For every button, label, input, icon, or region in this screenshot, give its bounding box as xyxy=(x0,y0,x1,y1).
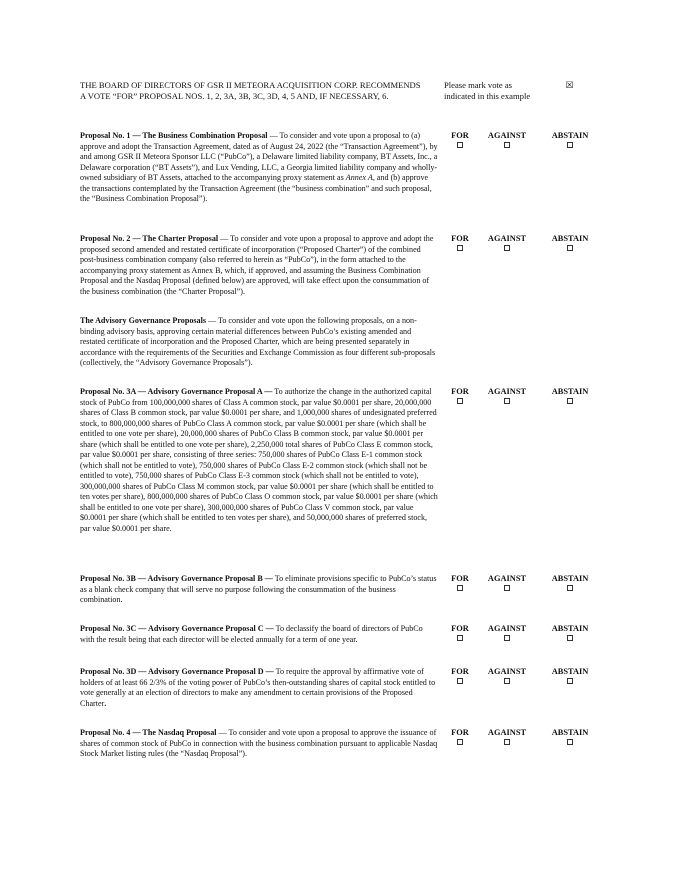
proposal-3a-against-checkbox[interactable] xyxy=(504,398,510,404)
proposal-3b-for-checkbox[interactable] xyxy=(457,585,463,591)
vote-abstain-label: ABSTAIN xyxy=(551,387,589,396)
proposal-3c-title: Proposal No. 3C — Advisory Governance Proposal C — xyxy=(80,624,274,633)
vote-for xyxy=(446,574,474,591)
proposal-4-text: — To consider and vote upon a proposal to approve the issuance of shares of common stock of PubCo in connection with the business combination pursuant to applicable Nasdaq Stock Market listing rules (the “Nasdaq Proposal”). xyxy=(80,728,438,758)
vote-for-label: FOR xyxy=(451,624,469,633)
proposal-3c-against-checkbox[interactable] xyxy=(504,635,510,641)
proposal-3b-votes xyxy=(440,574,600,598)
proposal-2-for-checkbox[interactable] xyxy=(457,245,463,251)
proposal-3d-period: . xyxy=(104,698,107,708)
proposal-2-votes xyxy=(440,234,600,258)
vote-for-label: FOR xyxy=(451,728,469,737)
proposal-2 xyxy=(80,234,438,297)
proposal-4-votes xyxy=(440,728,600,752)
vote-against-label: AGAINST xyxy=(487,667,527,676)
vote-against xyxy=(482,387,532,404)
vote-against-label: AGAINST xyxy=(487,624,527,633)
vote-for xyxy=(446,387,474,404)
proposal-3d xyxy=(80,667,438,709)
vote-abstain-label: ABSTAIN xyxy=(551,234,589,243)
advisory-governance-title: The Advisory Governance Proposals xyxy=(80,316,206,325)
proposal-1-for-checkbox[interactable] xyxy=(457,142,463,148)
vote-for-label: FOR xyxy=(451,131,469,140)
vote-against xyxy=(482,574,532,591)
vote-for xyxy=(446,667,474,684)
vote-for xyxy=(446,728,474,745)
example-checked-box-icon: ☒ xyxy=(565,80,574,90)
proposal-2-text: — To consider and vote upon a proposal to approve and adopt the proposed second amended and restated certificate of incorporation (“Proposed Charter”) of the combined post-business combination company (also referred to herein as “PubCo”), in the form attached to the accompanying proxy statement as Annex B, which, if approved, and assuming the Business Combination Proposal and the Nasdaq Proposal (defined below) are approved, will take effect upon the consummation of the business combination (the “Charter Proposal”). xyxy=(80,234,434,296)
advisory-governance-text: — To consider and vote upon the following proposals, on a non-binding advisory basis, approving certain material differences between PubCo’s existing amended and restated certificate of incorporation and the Proposed Charter, which are being presented separately in accordance with the requirements of the Securities and Exchange Commission as four different sub-proposals (collectively, the “Advisory Governance Proposals”). xyxy=(80,316,436,367)
proposal-4-for-checkbox[interactable] xyxy=(457,739,463,745)
proposal-3c-abstain-checkbox[interactable] xyxy=(567,635,573,641)
proposal-1-text: — To consider and vote upon a proposal to (a) approve and adopt the Transaction Agreement, dated as of August 24, 2022 (the “Transaction Agreement”), by and among GSR II Meteora Sponsor LLC (“PubCo”), a Delaware limited liability company, BT Assets, Inc., a Delaware corporation (“BT Assets”), and Lux Vending, LLC, a Georgia limited liability company and wholly-owned subsidiary of BT Assets, attached to the accompanying proxy statement as xyxy=(80,131,438,182)
vote-against-label: AGAINST xyxy=(487,131,527,140)
proposal-1-title: Proposal No. 1 — The Business Combination Proposal xyxy=(80,131,268,140)
proposal-3a-abstain-checkbox[interactable] xyxy=(567,398,573,404)
proposal-3d-abstain-checkbox[interactable] xyxy=(567,678,573,684)
vote-abstain-label: ABSTAIN xyxy=(551,131,589,140)
proposal-3b-against-checkbox[interactable] xyxy=(504,585,510,591)
proposal-1-abstain-checkbox[interactable] xyxy=(567,142,573,148)
vote-for-label: FOR xyxy=(451,234,469,243)
vote-abstain-label: ABSTAIN xyxy=(551,728,589,737)
proposal-3b xyxy=(80,574,438,606)
proposal-4 xyxy=(80,728,438,760)
vote-against xyxy=(482,131,532,148)
proposal-3b-abstain-checkbox[interactable] xyxy=(567,585,573,591)
proposal-3b-title: Proposal No. 3B — Advisory Governance Proposal B — xyxy=(80,574,273,583)
proposal-3d-against-checkbox[interactable] xyxy=(504,678,510,684)
mark-vote-instruction: Please mark vote as indicated in this example xyxy=(444,80,531,101)
proposal-3a-for-checkbox[interactable] xyxy=(457,398,463,404)
proposal-3d-votes xyxy=(440,667,600,691)
vote-abstain xyxy=(547,728,593,745)
vote-abstain-label: ABSTAIN xyxy=(551,624,589,633)
vote-for xyxy=(446,624,474,641)
proposal-1 xyxy=(80,131,438,205)
proposal-3d-title: Proposal No. 3D — Advisory Governance Proposal D — xyxy=(80,667,274,676)
proposal-4-against-checkbox[interactable] xyxy=(504,739,510,745)
proposal-1-text-end: , and (b) approve the transactions contemplated by the Transaction Agreement (the “business combination” and such proposal, the “Business Combination Proposal”). xyxy=(80,173,432,203)
proposal-4-abstain-checkbox[interactable] xyxy=(567,739,573,745)
proposal-3b-text: To eliminate provisions specific to PubCo’s status as a blank check company that will serve no purpose following the consummation of the business combination. xyxy=(80,574,437,604)
vote-abstain xyxy=(547,131,593,148)
proposal-3a-votes xyxy=(440,387,600,411)
proposal-2-title: Proposal No. 2 — The Charter Proposal xyxy=(80,234,219,243)
proposal-4-title: Proposal No. 4 — The Nasdaq Proposal xyxy=(80,728,217,737)
vote-against-label: AGAINST xyxy=(487,574,527,583)
proposal-2-abstain-checkbox[interactable] xyxy=(567,245,573,251)
proposal-3c-for-checkbox[interactable] xyxy=(457,635,463,641)
vote-for-label: FOR xyxy=(451,667,469,676)
vote-abstain xyxy=(547,234,593,251)
vote-against xyxy=(482,234,532,251)
vote-for-label: FOR xyxy=(451,574,469,583)
proposal-1-votes xyxy=(440,131,600,155)
vote-abstain-label: ABSTAIN xyxy=(551,667,589,676)
proposal-1-against-checkbox[interactable] xyxy=(504,142,510,148)
vote-against xyxy=(482,624,532,641)
vote-abstain xyxy=(547,667,593,684)
vote-abstain xyxy=(547,624,593,641)
proposal-3a-title: Proposal No. 3A — Advisory Governance Proposal A — xyxy=(80,387,273,396)
vote-for xyxy=(446,234,474,251)
vote-against-label: AGAINST xyxy=(487,728,527,737)
proposal-3c-text: To declassify the board of directors of PubCo with the result being that each director will be elected annually for a term of one year. xyxy=(80,624,423,644)
proposal-3d-text: To require the approval by affirmative vote of holders of at least 66 2/3% of the voting power of PubCo’s then-outstanding shares of capital stock entitled to vote generally at an election of directors to make any amendment to certain provisions of the Proposed Charter xyxy=(80,667,436,708)
proposal-3c-votes xyxy=(440,624,600,648)
vote-against-label: AGAINST xyxy=(487,234,527,243)
vote-for xyxy=(446,131,474,148)
proposal-3a xyxy=(80,387,438,534)
vote-against xyxy=(482,667,532,684)
proposal-2-against-checkbox[interactable] xyxy=(504,245,510,251)
proposal-3c xyxy=(80,624,438,645)
proposal-1-annex: Annex A xyxy=(345,173,373,182)
vote-abstain xyxy=(547,574,593,591)
vote-abstain-label: ABSTAIN xyxy=(551,574,589,583)
advisory-governance-intro xyxy=(80,316,438,369)
vote-for-label: FOR xyxy=(451,387,469,396)
vote-against-label: AGAINST xyxy=(487,387,527,396)
vote-abstain xyxy=(547,387,593,404)
proposal-3d-for-checkbox[interactable] xyxy=(457,678,463,684)
vote-against xyxy=(482,728,532,745)
proposal-3a-text: To authorize the change in the authorized capital stock of PubCo from 100,000,000 shares of Class A common stock, par value $0.0001 per share, 20,000,000 shares of Class B common stock, par value $0.0001 per share, and 1,000,000 shares of undesignated preferred stock, to 800,000,000 shares of PubCo Class A common stock, par value $0.0001 per share (which shall be entitled to one vote per share), 20,000,000 shares of PubCo Class B common stock, par value $0.0001 per share (which shall be entitled to one vote per share), 2,250,000 total shares of PubCo Class E common stock, par value $0.0001 per share, consisting of three series: 750,000 shares of PubCo Class E-1 common stock (which shall not be entitled to vote), 750,000 shares of PubCo Class E-2 common stock (which shall not be entitled to vote), 750,000 shares of PubCo Class E-3 common stock (which shall not be entitled to vote), 300,000,000 shares of PubCo Class M common stock, par value $0.0001 per share (which shall be entitled to ten votes per share), 800,000,000 shares of PubCo Class O common stock, par value $0.0001 per share (which shall be entitled to one vote per share), 300,000,000 shares of PubCo Class V common stock, par value $0.0001 per share (which shall be entitled to ten votes per share), and 50,000,000 shares of preferred stock, par value $0.0001 per share. xyxy=(80,387,438,533)
board-recommendation: THE BOARD OF DIRECTORS OF GSR II METEORA ACQUISITION CORP. RECOMMENDS A VOTE “FOR” PROPOSAL NOS. 1, 2, 3A, 3B, 3C, 3D, 4, 5 AND, IF NECESSARY, 6. xyxy=(80,80,421,101)
